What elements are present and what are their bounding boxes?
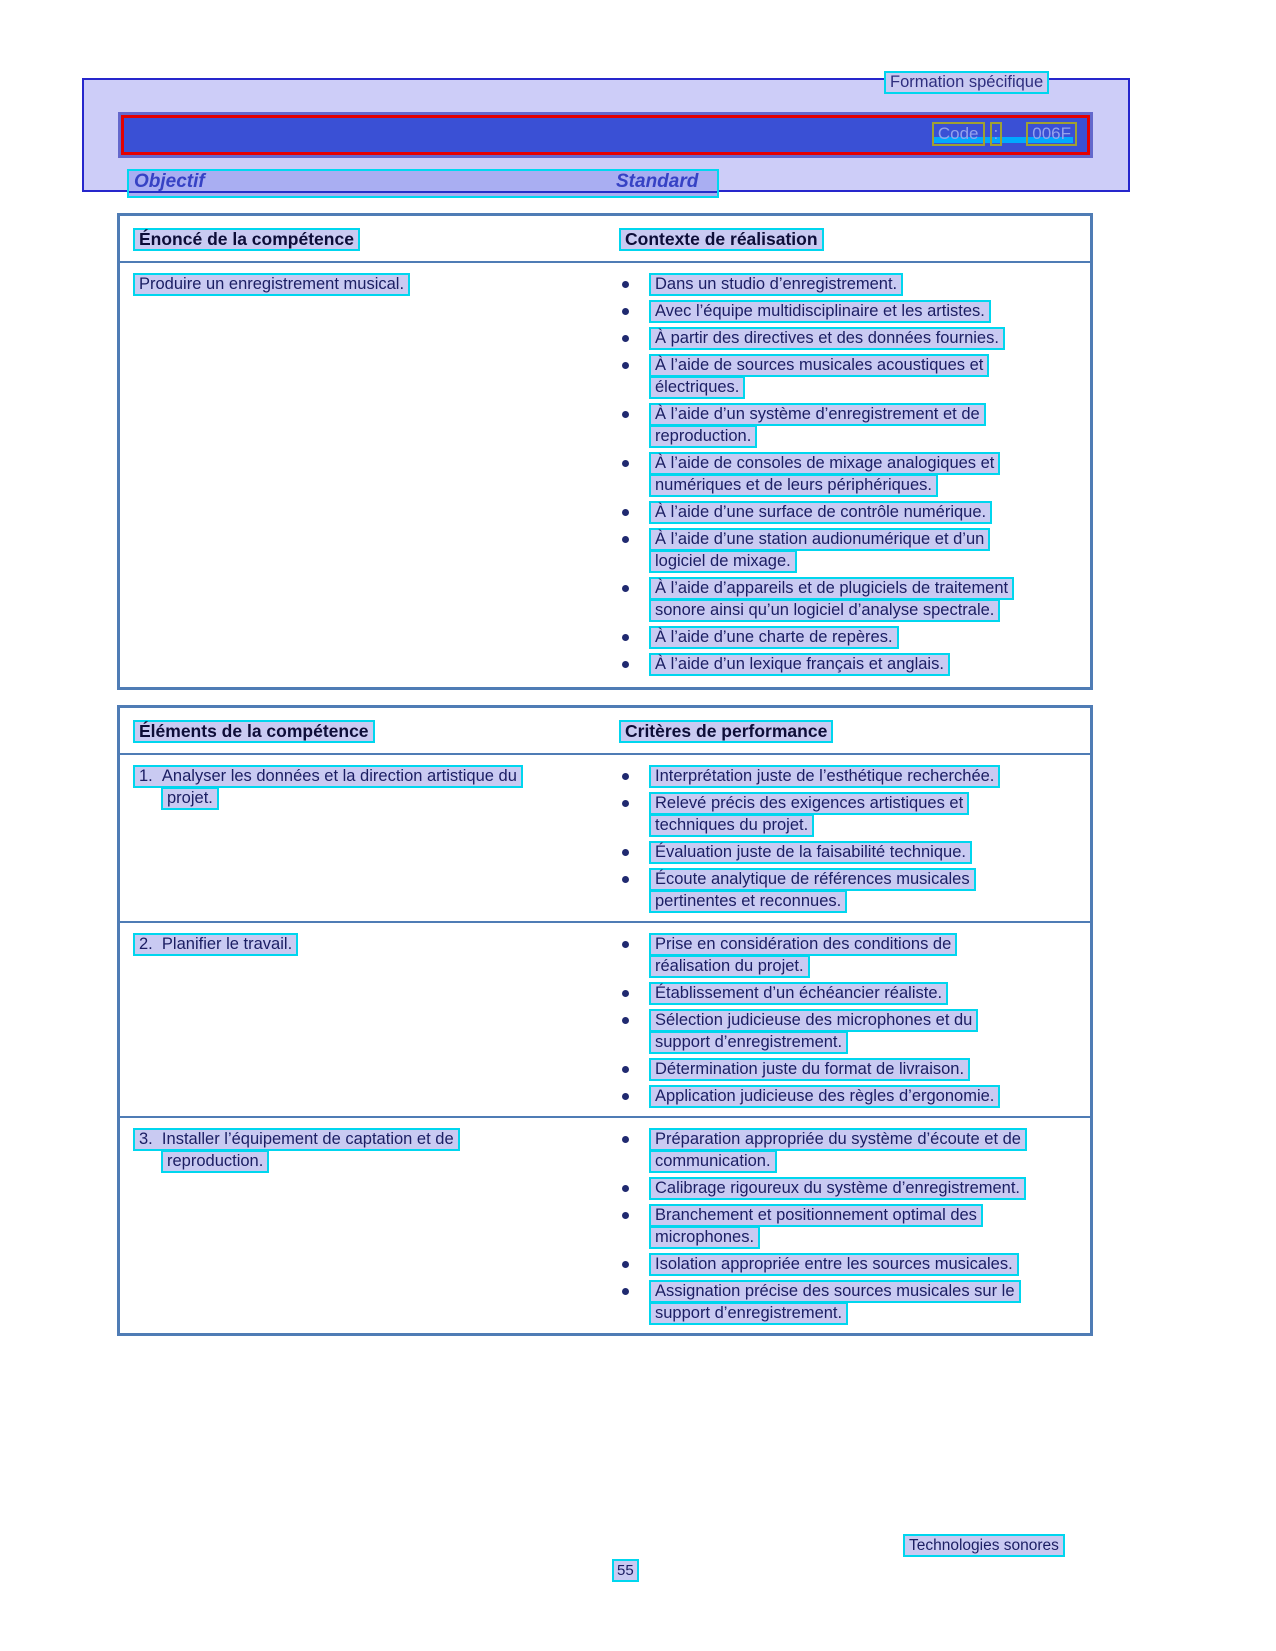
row-right-cell bbox=[619, 273, 1090, 680]
bullet-icon bbox=[622, 1093, 629, 1100]
bullet-item bbox=[619, 982, 1090, 1005]
text-line: Établissement d’un échéancier réaliste. bbox=[649, 982, 948, 1005]
elements-table-header bbox=[120, 708, 1090, 755]
text-line-wrap bbox=[649, 982, 1090, 1005]
objectif-heading: Objectif bbox=[134, 171, 205, 192]
bullet-item bbox=[619, 1177, 1090, 1200]
bullet-icon bbox=[622, 876, 629, 883]
bullet-icon bbox=[622, 1017, 629, 1024]
text-line: support d’enregistrement. bbox=[649, 1031, 848, 1054]
row-left-cell bbox=[120, 273, 619, 680]
text-line: sonore ainsi qu’un logiciel d’analyse spectrale. bbox=[649, 599, 1000, 622]
row-right-cell bbox=[619, 765, 1090, 917]
text-line-wrap bbox=[133, 933, 619, 956]
text-line: À l’aide d’une charte de repères. bbox=[649, 626, 899, 649]
text-line: Évaluation juste de la faisabilité technique. bbox=[649, 841, 972, 864]
bullet-icon bbox=[622, 941, 629, 948]
text-line-wrap bbox=[649, 501, 1090, 524]
text-line-wrap bbox=[649, 814, 1090, 837]
bullet-item bbox=[619, 1128, 1090, 1173]
text-line-wrap bbox=[649, 1302, 1090, 1325]
text-line-wrap bbox=[649, 403, 1090, 426]
bullet-icon bbox=[622, 1066, 629, 1073]
text-line-wrap bbox=[649, 1280, 1090, 1303]
bullet-icon bbox=[622, 1136, 629, 1143]
bullet-icon bbox=[622, 661, 629, 668]
bullet-item bbox=[619, 1085, 1090, 1108]
bullet-icon bbox=[622, 281, 629, 288]
text-line-wrap bbox=[649, 792, 1090, 815]
text-line: Écoute analytique de références musicales bbox=[649, 868, 976, 891]
text-line: techniques du projet. bbox=[649, 814, 814, 837]
section-label: Formation spécifique bbox=[884, 71, 1049, 94]
bullet-item bbox=[619, 933, 1090, 978]
text-line-wrap bbox=[161, 1150, 619, 1173]
code-label: Code bbox=[932, 122, 985, 146]
text-line-wrap bbox=[649, 765, 1090, 788]
text-line-wrap bbox=[133, 1128, 619, 1151]
bullet-item bbox=[619, 273, 1090, 296]
text-line: réalisation du projet. bbox=[649, 955, 810, 978]
col2-header-label: Critères de performance bbox=[619, 720, 833, 743]
text-line-wrap bbox=[649, 354, 1090, 377]
text-line: communication. bbox=[649, 1150, 777, 1173]
bullet-icon bbox=[622, 773, 629, 780]
text-line: À l’aide d’une station audionumérique et d’un bbox=[649, 528, 990, 551]
text-line-wrap bbox=[133, 273, 619, 296]
col2-header-label: Contexte de réalisation bbox=[619, 228, 824, 251]
text-line: microphones. bbox=[649, 1226, 760, 1249]
bullet-item bbox=[619, 354, 1090, 399]
text-line: Prise en considération des conditions de bbox=[649, 933, 957, 956]
table-row bbox=[120, 921, 1090, 1116]
text-line-wrap bbox=[649, 1253, 1090, 1276]
text-line: Relevé précis des exigences artistiques et bbox=[649, 792, 969, 815]
text-line: À l’aide d’un système d’enregistrement et de bbox=[649, 403, 986, 426]
bullet-item bbox=[619, 403, 1090, 448]
text-line-wrap bbox=[161, 787, 619, 810]
text-line: électriques. bbox=[649, 376, 745, 399]
text-line-wrap bbox=[649, 577, 1090, 600]
competence-table-body bbox=[120, 263, 1090, 684]
header-cell-elements bbox=[120, 720, 619, 743]
text-line: À l’aide d’un lexique français et anglais. bbox=[649, 653, 950, 676]
text-line: Produire un enregistrement musical. bbox=[133, 273, 410, 296]
bullet-item bbox=[619, 501, 1090, 524]
bullet-item bbox=[619, 327, 1090, 350]
text-line-wrap bbox=[649, 550, 1090, 573]
bullet-icon bbox=[622, 849, 629, 856]
text-line: À partir des directives et des données fournies. bbox=[649, 327, 1005, 350]
text-line: Détermination juste du format de livraison. bbox=[649, 1058, 970, 1081]
bullet-item bbox=[619, 765, 1090, 788]
bullet-item bbox=[619, 1009, 1090, 1054]
bullet-icon bbox=[622, 990, 629, 997]
header-cell-contexte bbox=[619, 228, 1090, 251]
text-line: À l’aide de consoles de mixage analogiques et bbox=[649, 452, 1000, 475]
text-line: Isolation appropriée entre les sources musicales. bbox=[649, 1253, 1019, 1276]
row-right-cell bbox=[619, 1128, 1090, 1329]
text-line: Dans un studio d’enregistrement. bbox=[649, 273, 903, 296]
text-line-wrap bbox=[649, 1177, 1090, 1200]
bullet-icon bbox=[622, 585, 629, 592]
bullet-item bbox=[619, 577, 1090, 622]
bullet-icon bbox=[622, 335, 629, 342]
col1-header-label: Énoncé de la compétence bbox=[133, 228, 360, 251]
bullet-icon bbox=[622, 1288, 629, 1295]
bullet-item bbox=[619, 1253, 1090, 1276]
text-line-wrap bbox=[649, 327, 1090, 350]
table-row bbox=[120, 1116, 1090, 1333]
row-right-cell bbox=[619, 933, 1090, 1112]
bullet-icon bbox=[622, 1212, 629, 1219]
header-cell-criteres bbox=[619, 720, 1090, 743]
text-line: Branchement et positionnement optimal des bbox=[649, 1204, 983, 1227]
bullet-item bbox=[619, 841, 1090, 864]
text-line: Calibrage rigoureux du système d’enregistrement. bbox=[649, 1177, 1026, 1200]
text-line-wrap bbox=[649, 452, 1090, 475]
bullet-item bbox=[619, 300, 1090, 323]
bullet-icon bbox=[622, 411, 629, 418]
text-line: reproduction. bbox=[649, 425, 757, 448]
text-line-wrap bbox=[649, 653, 1090, 676]
code-separator: : bbox=[990, 122, 1003, 146]
bullet-icon bbox=[622, 1261, 629, 1268]
text-line: pertinentes et reconnues. bbox=[649, 890, 847, 913]
standard-heading: Standard bbox=[616, 171, 699, 192]
text-line: support d’enregistrement. bbox=[649, 1302, 848, 1325]
text-line: reproduction. bbox=[161, 1150, 269, 1173]
text-line-wrap bbox=[649, 273, 1090, 296]
bullet-item bbox=[619, 528, 1090, 573]
bullet-icon bbox=[622, 1185, 629, 1192]
text-line: À l’aide de sources musicales acoustiques et bbox=[649, 354, 989, 377]
row-left-cell bbox=[120, 933, 619, 1112]
text-line-wrap bbox=[649, 376, 1090, 399]
bullet-icon bbox=[622, 800, 629, 807]
text-line: 1. Analyser les données et la direction artistique du bbox=[133, 765, 523, 788]
header-cell-enonce bbox=[120, 228, 619, 251]
bullet-item bbox=[619, 792, 1090, 837]
bullet-icon bbox=[622, 460, 629, 467]
text-line: Préparation appropriée du système d’écoute et de bbox=[649, 1128, 1027, 1151]
text-line-wrap bbox=[649, 599, 1090, 622]
bullet-item bbox=[619, 626, 1090, 649]
col1-header-label: Éléments de la compétence bbox=[133, 720, 375, 743]
bullet-item bbox=[619, 868, 1090, 913]
code-area bbox=[932, 122, 1077, 148]
text-line: Sélection judicieuse des microphones et du bbox=[649, 1009, 978, 1032]
text-line-wrap bbox=[133, 765, 619, 788]
text-line: Interprétation juste de l’esthétique recherchée. bbox=[649, 765, 1000, 788]
text-line-wrap bbox=[649, 528, 1090, 551]
bullet-icon bbox=[622, 509, 629, 516]
bullet-item bbox=[619, 653, 1090, 676]
bullet-item bbox=[619, 1058, 1090, 1081]
objectif-standard-bar bbox=[127, 169, 719, 198]
text-line-wrap bbox=[649, 890, 1090, 913]
text-line-wrap bbox=[649, 1085, 1090, 1108]
footer-program-name-wrap bbox=[903, 1534, 1065, 1557]
elements-table bbox=[117, 705, 1093, 1336]
bullet-item bbox=[619, 1204, 1090, 1249]
text-line-wrap bbox=[649, 1226, 1090, 1249]
bullet-item bbox=[619, 452, 1090, 497]
bullet-icon bbox=[622, 634, 629, 641]
bullet-icon bbox=[622, 308, 629, 315]
text-line-wrap bbox=[649, 1058, 1090, 1081]
text-line: Avec l’équipe multidisciplinaire et les artistes. bbox=[649, 300, 991, 323]
row-left-cell bbox=[120, 1128, 619, 1329]
competence-table bbox=[117, 213, 1093, 690]
text-line-wrap bbox=[649, 626, 1090, 649]
text-line-wrap bbox=[649, 1009, 1090, 1032]
section-label-wrap bbox=[884, 71, 1049, 94]
text-line: À l’aide d’appareils et de plugiciels de traitement bbox=[649, 577, 1014, 600]
text-line-wrap bbox=[649, 955, 1090, 978]
text-line: Assignation précise des sources musicales sur le bbox=[649, 1280, 1021, 1303]
text-line: 3. Installer l’équipement de captation et de bbox=[133, 1128, 460, 1151]
competence-table-header bbox=[120, 216, 1090, 263]
row-left-cell bbox=[120, 765, 619, 917]
text-line-wrap bbox=[649, 1204, 1090, 1227]
text-line-wrap bbox=[649, 425, 1090, 448]
page-number-wrap bbox=[612, 1559, 639, 1582]
text-line-wrap bbox=[649, 1150, 1090, 1173]
bullet-icon bbox=[622, 362, 629, 369]
table-row bbox=[120, 263, 1090, 684]
bullet-item bbox=[619, 1280, 1090, 1325]
code-value: 006F bbox=[1026, 122, 1077, 146]
page-number: 55 bbox=[612, 1559, 639, 1582]
text-line-wrap bbox=[649, 1031, 1090, 1054]
footer-program-name: Technologies sonores bbox=[903, 1534, 1065, 1557]
title-banner bbox=[121, 115, 1090, 155]
text-line-wrap bbox=[649, 841, 1090, 864]
text-line: À l’aide d’une surface de contrôle numérique. bbox=[649, 501, 992, 524]
text-line-wrap bbox=[649, 300, 1090, 323]
text-line-wrap bbox=[649, 868, 1090, 891]
text-line: 2. Planifier le travail. bbox=[133, 933, 298, 956]
text-line-wrap bbox=[649, 1128, 1090, 1151]
text-line: logiciel de mixage. bbox=[649, 550, 797, 573]
table-row bbox=[120, 755, 1090, 921]
text-line: numériques et de leurs périphériques. bbox=[649, 474, 938, 497]
bullet-icon bbox=[622, 536, 629, 543]
text-line: Application judicieuse des règles d’ergonomie. bbox=[649, 1085, 1000, 1108]
text-line: projet. bbox=[161, 787, 219, 810]
text-line-wrap bbox=[649, 933, 1090, 956]
text-line-wrap bbox=[649, 474, 1090, 497]
elements-table-body bbox=[120, 755, 1090, 1333]
